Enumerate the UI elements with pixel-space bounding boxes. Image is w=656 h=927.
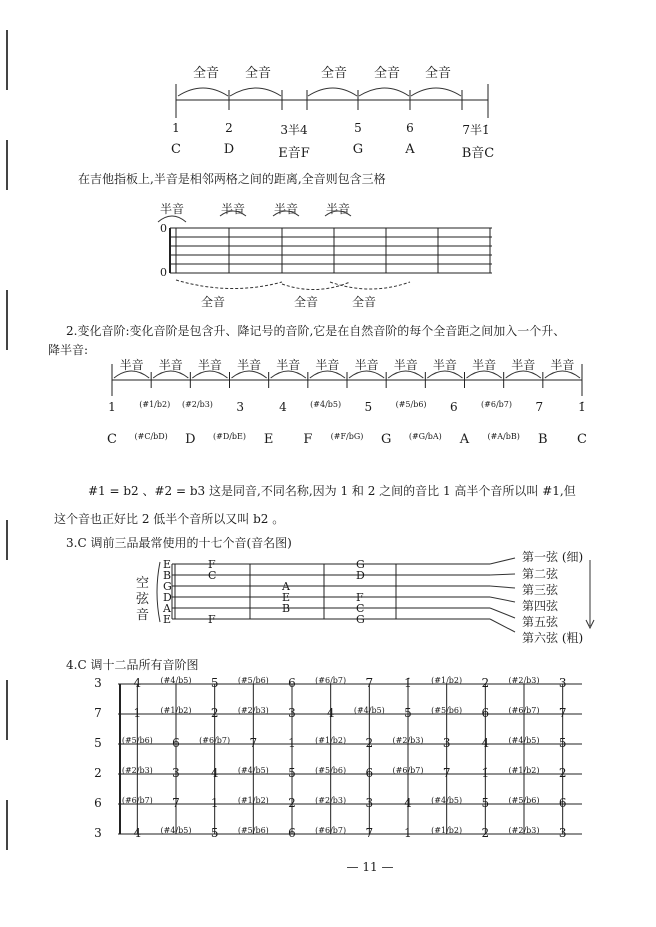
- accidental-pair: (#6/b7): [508, 706, 540, 715]
- scale-number: 1: [172, 121, 180, 135]
- whole-tone-label: 全音: [200, 295, 226, 309]
- semitone-label: 半音: [472, 358, 497, 372]
- note-token: 4: [133, 826, 142, 840]
- note-token: 7: [365, 676, 374, 690]
- note-token: [509, 706, 540, 715]
- note-token: [354, 706, 385, 715]
- accidental-pair: (#6/b7): [315, 826, 347, 835]
- accidental-pair: (#2/b3): [121, 766, 153, 775]
- note-token: 5: [210, 676, 219, 690]
- accidental-pair: (#6/b7): [481, 400, 513, 409]
- note-token: 1: [210, 796, 219, 810]
- accidental-pair: (#6/b7): [199, 736, 231, 745]
- semitone-label: 半音: [220, 202, 246, 216]
- note-token: [238, 676, 269, 685]
- note-token: 4: [404, 796, 412, 810]
- semitone-label: 半音: [197, 358, 222, 372]
- note-token: 6: [481, 706, 490, 720]
- scale-letter: C: [171, 142, 181, 157]
- accidental-pair: (#1/b2): [431, 826, 463, 835]
- open-string-label: 弦: [136, 592, 150, 607]
- fret-note: G: [356, 558, 365, 571]
- accidental-pair: (#4/b5): [310, 400, 342, 409]
- string-name: 第一弦 (细): [522, 550, 584, 564]
- note-token: 2: [94, 766, 102, 780]
- note-token: [238, 826, 269, 835]
- accidental-pair: (#2/b3): [392, 736, 424, 745]
- semitone-label: 半音: [432, 358, 457, 372]
- note-token: 1̇: [578, 400, 586, 414]
- whole-tone-label: 全音: [320, 66, 348, 81]
- note-token: 1: [288, 736, 296, 750]
- open-string-letter: E: [163, 613, 172, 626]
- accidental-pair: (#5/b6): [431, 706, 463, 715]
- fret-note: A: [282, 580, 290, 593]
- note-token: 6: [288, 826, 296, 840]
- semitone-label: 半音: [325, 202, 351, 216]
- semitone-label: 半音: [158, 358, 183, 372]
- note-token: 6: [558, 796, 567, 810]
- open-fret-zero: 0: [160, 266, 167, 279]
- scale-number: 5: [354, 121, 362, 135]
- accidental-pair: (#1/b2): [315, 736, 347, 745]
- fret-note: C: [356, 602, 365, 615]
- accidental-pair: (#F/bG): [330, 432, 364, 441]
- note-token: 6: [365, 766, 374, 780]
- open-string-letter: A: [163, 602, 171, 615]
- note-token: 3: [558, 826, 567, 840]
- note-token: [315, 736, 346, 745]
- open-string-label: 空: [136, 576, 150, 591]
- fret-note: B: [282, 602, 291, 615]
- accidental-pair: (#2/b3): [508, 676, 540, 685]
- accidental-pair: (#A/bB): [487, 432, 520, 441]
- note-token: C: [577, 432, 587, 447]
- fret-note: E: [282, 591, 291, 604]
- note-token: 6: [288, 676, 296, 690]
- semitone-label: 半音: [273, 202, 299, 216]
- accidental-pair: (#1/b2): [431, 676, 463, 685]
- accidental-pair: (#5/b6): [315, 766, 347, 775]
- accidental-pair: (#D/bE): [212, 432, 247, 441]
- accidental-pair: (#G/bA): [408, 432, 442, 441]
- note-token: 7: [442, 766, 451, 780]
- note-token: 7: [94, 706, 102, 720]
- semitone-label: 半音: [159, 202, 185, 216]
- note-token: 2: [558, 766, 567, 780]
- note-token: [431, 796, 462, 805]
- note-token: [161, 706, 192, 715]
- note-token: [431, 826, 462, 835]
- note-token: [509, 676, 540, 685]
- scale-letter: D: [223, 142, 235, 157]
- accidental-pair: (#1/b2): [237, 796, 269, 805]
- note-token: 5: [94, 736, 102, 750]
- note-token: 5: [404, 706, 412, 720]
- accidental-pair: (#5/b6): [395, 400, 427, 409]
- whole-tone-label: 全音: [293, 295, 319, 309]
- string-name: 第三弦: [522, 583, 559, 597]
- accidental-pair: (#4/b5): [160, 676, 192, 685]
- whole-tone-label: 全音: [192, 66, 220, 81]
- note-token: [393, 736, 424, 745]
- semitone-label: 半音: [354, 358, 379, 372]
- open-string-letter: D: [163, 591, 172, 604]
- note-token: E: [263, 432, 274, 447]
- fret-note: D: [356, 569, 365, 582]
- fret-note: F: [356, 591, 364, 604]
- scale-letter: G: [352, 142, 364, 157]
- scale-letter: B音C: [461, 146, 495, 161]
- note-token: 7: [249, 736, 258, 750]
- note-token: 7: [365, 826, 374, 840]
- fret-note: F: [208, 613, 216, 626]
- note-token: [431, 706, 462, 715]
- fretboard-intro-text: 在吉他指板上,半音是相邻两格之间的距离,全音则包含三格: [78, 172, 386, 186]
- note-token: 6: [94, 796, 102, 810]
- note-token: G: [380, 432, 392, 447]
- page-number: — 11 —: [346, 860, 394, 874]
- accidental-pair: (#2/b3): [181, 400, 213, 409]
- note-token: [509, 796, 540, 805]
- note-token: 4: [210, 766, 219, 780]
- note-token: B: [538, 432, 548, 447]
- note-token: [238, 706, 269, 715]
- open-string-label: 音: [136, 608, 150, 623]
- note-token: 5: [288, 766, 296, 780]
- note-token: C: [107, 432, 117, 447]
- note-token: 4: [326, 706, 335, 720]
- note-token: 3: [236, 400, 244, 414]
- section2-text-line2: 降半音:: [48, 343, 89, 357]
- accidental-pair: (#5/b6): [237, 826, 269, 835]
- note-token: [431, 676, 462, 685]
- scale-number: 6: [406, 121, 414, 135]
- note-token: [238, 766, 269, 775]
- accidental-pair: (#4/b5): [508, 736, 540, 745]
- note-token: [315, 676, 346, 685]
- note-token: 1: [404, 826, 412, 840]
- semitone-label: 半音: [550, 358, 575, 372]
- accidental-pair: (#C/bD): [134, 432, 168, 441]
- accidental-pair: (#2/b3): [237, 706, 269, 715]
- scale-letter: E音F: [278, 146, 310, 161]
- open-fret-zero: 0: [160, 222, 167, 235]
- note-token: 3: [172, 766, 180, 780]
- note-token: [122, 736, 153, 745]
- enharmonic-text-line2: 这个音也正好比 2 低半个音所以又叫 b2 。: [54, 512, 285, 526]
- note-token: 1: [133, 706, 142, 720]
- string-name: 第二弦: [522, 567, 559, 581]
- note-token: 4: [279, 400, 287, 414]
- note-token: D: [185, 432, 196, 447]
- note-token: 6: [449, 400, 458, 414]
- note-token: 5: [364, 400, 373, 414]
- note-token: [122, 766, 153, 775]
- note-token: [199, 736, 230, 745]
- note-token: [315, 826, 346, 835]
- whole-tone-label: 全音: [351, 295, 377, 309]
- enharmonic-text-line1: #1 = b2 、#2 = b3 这是同音,不同名称,因为 1 和 2 之间的音比 1 高半个音所以叫 #1,但: [88, 484, 576, 498]
- whole-tone-label: 全音: [373, 66, 401, 81]
- note-token: 2: [481, 676, 490, 690]
- accidental-pair: (#5/b6): [508, 796, 540, 805]
- note-token: F: [303, 432, 313, 447]
- scale-number: 2: [225, 121, 233, 135]
- section3-heading: 3.C 调前三品最常使用的十七个音(音名图): [66, 536, 292, 550]
- string-name: 第四弦: [522, 599, 559, 613]
- fret-note: C: [208, 569, 217, 582]
- accidental-pair: (#1/b2): [139, 400, 171, 409]
- note-token: 1: [108, 400, 116, 414]
- accidental-pair: (#4/b5): [431, 796, 463, 805]
- semitone-label: 半音: [511, 358, 536, 372]
- note-token: 4: [481, 736, 490, 750]
- note-token: 5: [481, 796, 490, 810]
- note-token: 3: [94, 826, 102, 840]
- semitone-label: 半音: [119, 358, 144, 372]
- string-name: 第六弦 (粗): [522, 631, 584, 645]
- accidental-pair: (#1/b2): [508, 766, 540, 775]
- scale-letter: A: [405, 142, 415, 157]
- note-token: 2: [288, 796, 296, 810]
- fret-note: F: [208, 558, 216, 571]
- note-token: A: [459, 432, 470, 447]
- accidental-pair: (#5/b6): [237, 676, 269, 685]
- note-token: 2: [481, 826, 490, 840]
- note-token: 6: [172, 736, 180, 750]
- accidental-pair: (#6/b7): [315, 676, 347, 685]
- note-token: [509, 736, 540, 745]
- accidental-pair: (#5/b6): [121, 736, 153, 745]
- note-token: [238, 796, 269, 805]
- accidental-pair: (#4/b5): [237, 766, 269, 775]
- note-token: 7: [172, 796, 180, 810]
- accidental-pair: (#4/b5): [353, 706, 385, 715]
- semitone-label: 半音: [237, 358, 262, 372]
- note-token: 2: [365, 736, 374, 750]
- note-token: [315, 796, 346, 805]
- note-token: 2: [210, 706, 219, 720]
- semitone-label: 半音: [315, 358, 340, 372]
- open-string-letter: E: [163, 558, 172, 571]
- accidental-pair: (#2/b3): [508, 826, 540, 835]
- whole-tone-label: 全音: [424, 66, 452, 81]
- note-token: 5: [558, 736, 567, 750]
- accidental-pair: (#1/b2): [160, 706, 192, 715]
- note-token: [509, 766, 540, 775]
- whole-tone-label: 全音: [244, 66, 272, 81]
- note-token: [509, 826, 540, 835]
- scale-number: 3半4: [280, 123, 308, 137]
- note-token: 4: [133, 676, 142, 690]
- open-string-letter: B: [163, 569, 172, 582]
- fret-note: G: [356, 613, 365, 626]
- note-token: 7: [535, 400, 544, 414]
- note-token: 7: [558, 706, 567, 720]
- string-name: 第五弦: [522, 615, 559, 629]
- section2-text-line1: 2.变化音阶:变化音阶是包含升、降记号的音阶,它是在自然音阶的每个全音距之间加入一个升、: [66, 324, 566, 338]
- accidental-pair: (#6/b7): [121, 796, 153, 805]
- open-string-letter: G: [163, 580, 172, 593]
- note-token: 1̇: [404, 676, 412, 690]
- note-token: [315, 766, 346, 775]
- scale-number: 7半1̇: [462, 123, 490, 137]
- accidental-pair: (#2/b3): [315, 796, 347, 805]
- note-token: 3: [94, 676, 102, 690]
- semitone-label: 半音: [276, 358, 301, 372]
- note-token: 5: [210, 826, 219, 840]
- note-token: 1̇: [481, 766, 490, 780]
- note-token: [161, 676, 192, 685]
- semitone-label: 半音: [393, 358, 418, 372]
- section4-heading: 4.C 调十二品所有音阶图: [66, 658, 199, 672]
- note-token: [122, 796, 153, 805]
- accidental-pair: (#6/b7): [392, 766, 424, 775]
- note-token: 3: [365, 796, 374, 810]
- note-token: 3: [558, 676, 567, 690]
- note-token: 3: [288, 706, 296, 720]
- accidental-pair: (#4/b5): [160, 826, 192, 835]
- note-token: 3: [442, 736, 451, 750]
- note-token: [393, 766, 424, 775]
- note-token: [161, 826, 192, 835]
